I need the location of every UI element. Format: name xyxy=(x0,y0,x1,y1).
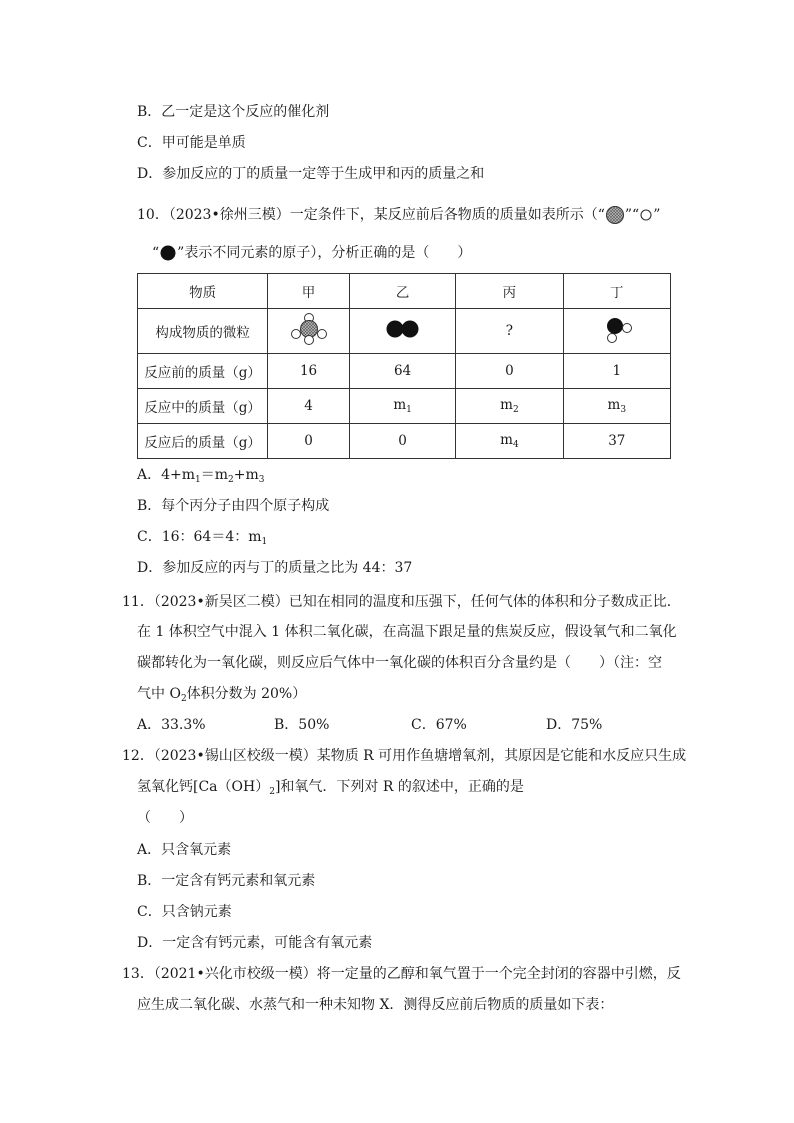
table-header: 物质 xyxy=(138,274,268,309)
table-cell xyxy=(456,424,563,459)
opt-a-text: ＝m xyxy=(200,467,229,483)
q13-stem-line2: 应生成二氧化碳、水蒸气和一种未知物 X．测得反应前后物质的质量如下表： xyxy=(137,997,614,1013)
q12-line2-text: 氢氧化钙[Ca（OH） xyxy=(137,779,270,795)
opt-c-sub: 1 xyxy=(261,537,268,547)
q10-stem-part2: ”“ xyxy=(624,207,640,223)
q11-option-a: A．33.3% xyxy=(137,717,206,733)
q10-stem-part3: ” xyxy=(653,207,661,223)
table-cell xyxy=(563,389,670,424)
cell-symbol: m xyxy=(500,432,513,448)
q10-mass-table xyxy=(137,273,671,459)
q10-stem2-part2: ”表示不同元素的原子），分析正确的是（ ） xyxy=(177,245,472,261)
particle-yi xyxy=(349,309,455,354)
q10-option-a xyxy=(137,465,265,490)
q12-line2-text: ]和氧气．下列对 R 的叙述中，正确的是 xyxy=(274,779,524,795)
table-header-row xyxy=(138,274,671,309)
q10-option-d: D．参加反应的丙与丁的质量之比为 44：37 xyxy=(137,560,413,576)
q10-option-c xyxy=(137,527,267,552)
q11-option-c: C．67% xyxy=(411,717,467,733)
row-label: 反应后的质量（g） xyxy=(138,424,268,459)
opt-a-text: A．4+m xyxy=(137,467,196,483)
table-cell: 4 xyxy=(268,389,350,424)
q11-option-b: B．50% xyxy=(274,717,330,733)
hatched-atom-icon xyxy=(605,205,625,225)
cell-subscript: 1 xyxy=(406,405,412,415)
opt-a-sub: 1 xyxy=(195,475,201,485)
q12-option-c: C．只含钠元素 xyxy=(137,904,232,920)
q12-stem-line1: 12．（2023•锡山区校级一模）某物质 R 可用作鱼塘增氧剂，其原因是它能和水反应只生成 xyxy=(122,748,687,764)
q12-option-a: A．只含氧元素 xyxy=(137,842,232,858)
opt-c-text: C．16：64＝4：m xyxy=(137,529,262,545)
molecule-jia-icon xyxy=(289,312,329,346)
q9-option-b: B．乙一定是这个反应的催化剂 xyxy=(137,104,330,120)
opt-a-sub: 2 xyxy=(228,475,234,485)
cell-subscript: 2 xyxy=(512,405,519,415)
table-cell: 37 xyxy=(563,424,670,459)
q12-option-b: B．一定含有钙元素和氧元素 xyxy=(137,873,316,889)
q12-stem-line2 xyxy=(137,777,524,802)
q11-stem-line4 xyxy=(137,684,306,709)
particle-jia xyxy=(268,309,350,354)
table-header: 丙 xyxy=(456,274,563,309)
table-cell: 0 xyxy=(268,424,350,459)
particle-bing: ? xyxy=(456,309,563,354)
q10-stem-line2 xyxy=(152,243,471,263)
q12-line2-sub: 2 xyxy=(269,787,275,797)
q12-stem-line3: （ ） xyxy=(137,810,193,826)
table-row xyxy=(138,424,671,459)
q11-stem-line1: 11．（2023•新吴区二模）已知在相同的温度和压强下，任何气体的体积和分子数成正比． xyxy=(122,594,681,610)
table-cell: 16 xyxy=(268,354,350,389)
table-cell: 0 xyxy=(456,354,563,389)
white-atom-icon xyxy=(639,208,653,222)
table-header: 甲 xyxy=(268,274,350,309)
particle-row-label: 构成物质的微粒 xyxy=(138,309,268,354)
q10-option-b: B．每个丙分子由四个原子构成 xyxy=(137,498,330,514)
molecule-ding-icon xyxy=(600,314,634,344)
table-row xyxy=(138,389,671,424)
table-row xyxy=(138,354,671,389)
row-label: 反应中的质量（g） xyxy=(138,389,268,424)
opt-a-text: +m xyxy=(233,467,259,483)
table-row xyxy=(138,309,671,354)
q11-line4-text: 气中 O xyxy=(137,686,181,702)
cell-symbol: m xyxy=(500,397,513,413)
table-header: 丁 xyxy=(563,274,670,309)
q11-options xyxy=(137,715,602,735)
table-header: 乙 xyxy=(349,274,455,309)
q11-option-d: D．75% xyxy=(546,717,603,733)
q11-line4-text: 体积分数为 20%） xyxy=(186,686,307,702)
black-atom-icon xyxy=(159,244,177,262)
table-cell: 0 xyxy=(349,424,455,459)
table-cell: 64 xyxy=(349,354,455,389)
q10-stem2-part1: “ xyxy=(152,245,160,261)
table-cell xyxy=(349,389,455,424)
cell-subscript: 4 xyxy=(512,440,519,450)
q11-stem-line3: 碳都转化为一氧化碳，则反应后气体中一氧化碳的体积百分含量约是（ ）（注：空 xyxy=(137,655,662,671)
cell-symbol: m xyxy=(393,397,407,413)
q13-stem-line1: 13．（2021•兴化市校级一模）将一定量的乙醇和氧气置于一个完全封闭的容器中引燃，反 xyxy=(122,966,681,982)
q10-stem-line1 xyxy=(137,205,660,225)
table-cell xyxy=(456,389,563,424)
q12-option-d: D．一定含有钙元素，可能含有氧元素 xyxy=(137,935,373,951)
table-cell: 1 xyxy=(563,354,670,389)
molecule-yi-icon xyxy=(385,319,421,339)
q9-option-d: D．参加反应的丁的质量一定等于生成甲和丙的质量之和 xyxy=(137,166,485,182)
cell-symbol: m xyxy=(607,397,621,413)
row-label: 反应前的质量（g） xyxy=(138,354,268,389)
cell-subscript: 3 xyxy=(620,405,627,415)
particle-ding xyxy=(563,309,670,354)
opt-a-sub: 3 xyxy=(258,475,265,485)
q10-stem-part1: 10．（2023•徐州三模）一定条件下，某反应前后各物质的质量如表所示（“ xyxy=(137,207,605,223)
q9-option-c: C．甲可能是单质 xyxy=(137,135,246,151)
q11-line4-sub: 2 xyxy=(180,694,187,704)
q11-stem-line2: 在 1 体积空气中混入 1 体积二氧化碳，在高温下跟足量的焦炭反应，假设氧气和二氧化 xyxy=(137,624,677,640)
